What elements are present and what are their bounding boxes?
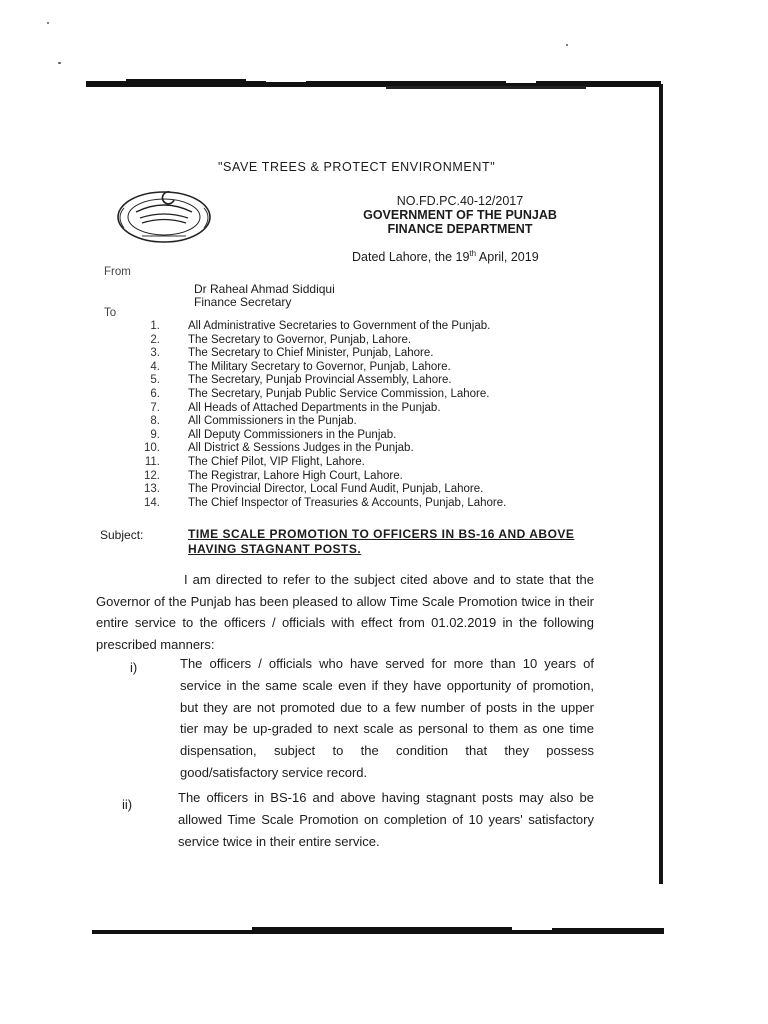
addressee-item <box>120 374 590 388</box>
addressee-text: All Heads of Attached Departments in the Punjab. <box>188 401 441 414</box>
addressee-item <box>120 320 590 334</box>
addressee-text: The Secretary to Chief Minister, Punjab, Lahore. <box>188 347 434 360</box>
addressee-item <box>120 334 590 348</box>
addressee-number: 11. <box>144 455 160 468</box>
addressee-number: 4. <box>150 360 160 373</box>
item-text: The officers in BS-16 and above having stagnant posts may also be allowed Time Scale Promotion on completion of 10 years' satisfactory service twice in their entire service. <box>178 790 594 849</box>
addressee-item <box>120 361 590 375</box>
government-of-punjab-seal <box>112 186 216 248</box>
addressee-number: 5. <box>150 374 160 387</box>
from-label: From <box>104 266 131 278</box>
top-border-line <box>86 78 666 92</box>
motto: "SAVE TREES & PROTECT ENVIRONMENT" <box>218 160 496 174</box>
subject-label: Subject: <box>100 528 144 542</box>
addressee-number: 14. <box>144 496 160 509</box>
addressee-item <box>120 388 590 402</box>
addressee-text: The Military Secretary to Governor, Punjab, Lahore. <box>188 360 451 373</box>
addressee-number: 9. <box>150 428 160 441</box>
addressee-text: The Secretary, Punjab Provincial Assembly, Lahore. <box>188 374 452 387</box>
addressee-number: 1. <box>150 320 160 332</box>
addressee-text: The Provincial Director, Local Fund Audit, Punjab, Lahore. <box>188 483 484 496</box>
addressee-text: All District & Sessions Judges in the Punjab. <box>188 442 414 455</box>
addressee-list <box>120 320 590 510</box>
addressee-number: 7. <box>150 401 160 414</box>
addressee-item <box>120 402 590 416</box>
addressee-number: 6. <box>150 387 160 400</box>
date-line: Dated Lahore, the 19th April, 2019 <box>352 249 539 265</box>
subject-text: TIME SCALE PROMOTION TO OFFICERS IN BS-16 AND ABOVE HAVING STAGNANT POSTS. <box>188 527 575 556</box>
addressee-number: 13. <box>144 483 160 496</box>
addressee-text: The Secretary to Governor, Punjab, Lahore. <box>188 333 412 346</box>
addressee-item <box>120 415 590 429</box>
addressee-number: 12. <box>144 469 160 482</box>
scan-speck <box>566 44 568 46</box>
addressee-number: 8. <box>150 415 160 428</box>
addressee-item <box>120 497 590 511</box>
item-number: ii) <box>122 797 133 812</box>
addressee-text: The Secretary, Punjab Public Service Commission, Lahore. <box>188 387 490 400</box>
to-label: To <box>104 307 117 319</box>
intro-paragraph: I am directed to refer to the subject cited above and to state that the Governor of the Punjab has been pleased to allow Time Scale Promotion twice in their entire service to the officers / officials with effect from 01.02.2019 in the following prescribed manners: <box>96 572 594 652</box>
addressee-text: The Registrar, Lahore High Court, Lahore. <box>188 469 403 482</box>
addressee-text: The Chief Pilot, VIP Flight, Lahore. <box>188 455 365 468</box>
addressee-item <box>120 456 590 470</box>
scan-speck <box>47 22 49 24</box>
right-border-line <box>659 84 663 884</box>
addressee-text: All Deputy Commissioners in the Punjab. <box>188 428 397 441</box>
department-heading: FINANCE DEPARTMENT <box>387 222 533 236</box>
addressee-number: 2. <box>150 333 160 346</box>
addressee-item <box>120 347 590 361</box>
addressee-text: All Commissioners in the Punjab. <box>188 415 357 428</box>
sender-title: Finance Secretary <box>194 295 292 309</box>
sender-name: Dr Raheal Ahmad Siddiqui <box>194 282 335 296</box>
addressee-text: The Chief Inspector of Treasuries & Accounts, Punjab, Lahore. <box>188 496 507 509</box>
government-heading: GOVERNMENT OF THE PUNJAB <box>363 208 557 222</box>
addressee-text: All Administrative Secretaries to Government of the Punjab. <box>188 320 491 332</box>
addressee-item <box>120 483 590 497</box>
addressee-item <box>120 429 590 443</box>
addressee-item <box>120 442 590 456</box>
file-number: NO.FD.PC.40-12/2017 <box>396 194 524 208</box>
item-number: i) <box>130 660 138 675</box>
scan-speck <box>58 62 61 64</box>
addressee-number: 3. <box>150 347 160 360</box>
addressee-item <box>120 470 590 484</box>
bottom-border-line <box>92 927 664 935</box>
addressee-number: 10. <box>144 442 160 455</box>
item-text: The officers / officials who have served for more than 10 years of service in the same scale even if they have opportunity of promotion, but they are not promoted due to a few number of posts in the upper tier may be up-graded to next scale as personal to them as one time dispensation, subject to the condition that they possess good/satisfactory service record. <box>180 656 594 780</box>
